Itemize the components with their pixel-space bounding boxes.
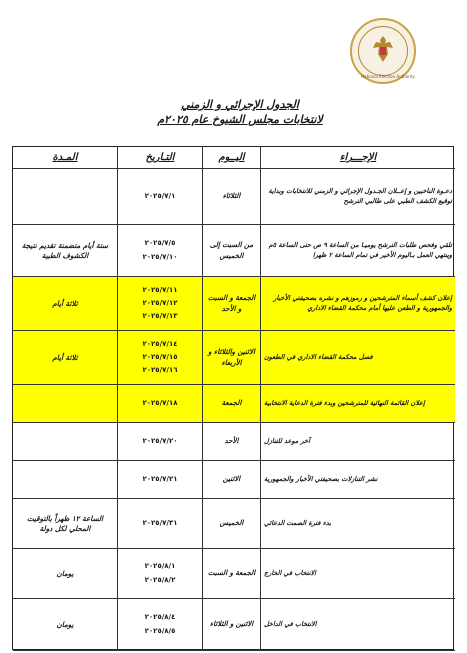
row-day: الاثنين و الثلاثاء [203, 599, 261, 651]
row-date: ٢٠٢٥/٨/٥ [144, 626, 176, 635]
row-duration [13, 423, 118, 461]
row-date: ٢٠٢٥/٧/١٦ [142, 366, 178, 375]
row-date: ٢٠٢٥/٧/١٤ [142, 339, 178, 348]
row-day: الاثنين والثلاثاء و الأربعاء [203, 331, 261, 385]
row-duration: يومان [13, 549, 118, 599]
row-date: ٢٠٢٥/٧/٣١ [142, 518, 178, 527]
row-date: ٢٠٢٥/٧/١ [144, 191, 176, 200]
row-duration: يومان [13, 599, 118, 651]
page-subtitle: لانتخابات مجلس الشيوخ عام ٢٠٢٥م [157, 113, 323, 126]
row-procedure: فصل محكمة القضاء الاداري في الطعون [261, 331, 455, 385]
row-procedure: آخر موعد للتنازل [261, 423, 455, 461]
seal-caption: National Election Authority [361, 74, 415, 79]
row-day: من السبت إلى الخميس [203, 225, 261, 277]
row-day: الخميس [203, 499, 261, 549]
row-date: ٢٠٢٥/٧/٢١ [142, 474, 178, 483]
row-date: ٢٠٢٥/٨/١ [144, 562, 176, 571]
header-date: التـاريخ [118, 147, 203, 169]
row-duration: ثلاثة أيام [13, 277, 118, 331]
row-procedure: الانتخاب في الداخل [261, 599, 455, 651]
row-duration: الساعة ١٢ ظهراً بالتوقيت المحلي لكل دولة [13, 499, 118, 549]
row-procedure: نشر التنازلات بصحيفتي الأخبار والجمهورية [261, 461, 455, 499]
row-procedure: إعلان كشف أسماء المترشحين و رموزهم و نشره بصحيفتي الأخبار والجمهورية و الطعن عليها أمام محكمة القضاء الاداري [261, 277, 455, 331]
row-dates [118, 599, 203, 651]
row-day: الاثنين [203, 461, 261, 499]
row-date: ٢٠٢٥/٧/١٥ [142, 352, 178, 361]
row-dates [118, 549, 203, 599]
row-day: الأحد [203, 423, 261, 461]
row-procedure: بدء فترة الصمت الدعائي [261, 499, 455, 549]
row-dates [118, 277, 203, 331]
row-dates [118, 331, 203, 385]
header-day: اليــوم [203, 147, 261, 169]
row-procedure: تلقي وفحص طلبات الترشح يوميـا من الساعة ٩ ص حتى الساعة ٥م وينتهي العمل بـاليوم الأخير في تمام الساعة ٢ ظهرا [261, 225, 455, 277]
header-duration: المـدة [13, 147, 118, 169]
row-day: الجمعة [203, 385, 261, 423]
row-dates [118, 461, 203, 499]
row-duration: ثلاثة أيام [13, 331, 118, 385]
row-day: الجمعة و السبت [203, 549, 261, 599]
row-date: ٢٠٢٥/٧/١٢ [142, 298, 178, 307]
row-duration [13, 461, 118, 499]
row-date: ٢٠٢٥/٧/١٣ [142, 312, 178, 321]
row-dates [118, 423, 203, 461]
row-dates [118, 169, 203, 225]
row-dates [118, 225, 203, 277]
row-duration: ستة أيام متضمنة تقديم نتيجة الكشوف الطبية [13, 225, 118, 277]
row-date: ٢٠٢٥/٧/١٠ [142, 252, 178, 261]
row-dates [118, 385, 203, 423]
row-duration [13, 385, 118, 423]
row-date: ٢٠٢٥/٧/١١ [142, 285, 178, 294]
row-dates [118, 499, 203, 549]
row-procedure: الانتخاب في الخارج [261, 549, 455, 599]
row-date: ٢٠٢٥/٨/٤ [144, 613, 176, 622]
row-date: ٢٠٢٥/٧/١٨ [142, 398, 178, 407]
row-date: ٢٠٢٥/٧/٥ [144, 239, 176, 248]
row-date: ٢٠٢٥/٨/٢ [144, 575, 176, 584]
eagle-emblem-icon [372, 34, 394, 64]
header-procedure: الإجـــراء [261, 147, 455, 169]
schedule-table [12, 146, 454, 650]
row-duration [13, 169, 118, 225]
row-day: الجمعة و السبت و الأحد [203, 277, 261, 331]
page-title: الجدول الإجرائي و الزمني [181, 98, 299, 111]
row-procedure: دعـوة الناخبين و إعــلان الجـدول الإجرائي و الزمني للانتخابات وبداية توقيع الكشف الطبي على طالبي الترشح [261, 169, 455, 225]
row-procedure: إعلان القائمة النهائية للمترشحين وبدء فترة الدعاية الانتخابية [261, 385, 455, 423]
row-date: ٢٠٢٥/٧/٢٠ [142, 436, 178, 445]
row-day: الثلاثاء [203, 169, 261, 225]
